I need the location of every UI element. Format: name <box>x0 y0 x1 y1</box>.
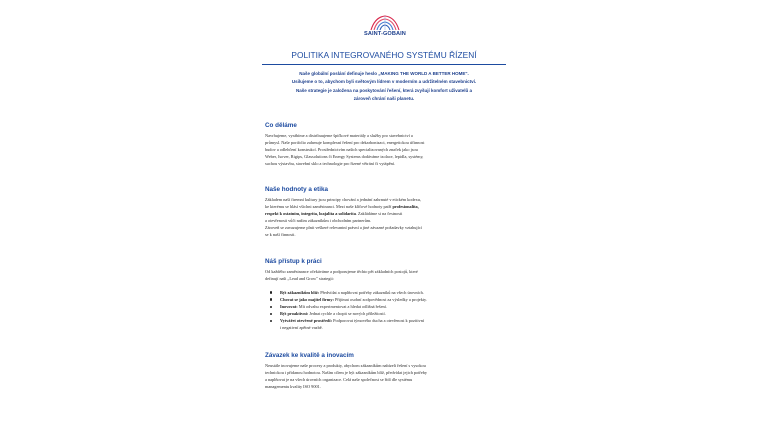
para-line: Základem naší firemní kultury jsou principy chování a jednání zahrnuté v etickém kodexu, <box>265 197 421 202</box>
list-item: Být proaktivní: Jednat rychle a chopit se nových příležitostí. <box>265 310 503 317</box>
company-logo <box>357 14 413 40</box>
list-item: Být zákazníkům blíž: Předvídat a naplňovat potřeby zákazníků na všech úrovních. <box>265 289 503 296</box>
para-line: Weber, Isover, Rigips, Glassolutions či Energy Systems dodáváme izolace, lepidla, systémy, <box>265 154 424 160</box>
section-heading-approach: Náš přístup k práci <box>265 258 322 265</box>
para-line: ke kterému se hlásí všichni zaměstnanci. Mezi naše klíčové hodnoty patří profesionalita, <box>265 204 419 210</box>
section-heading-values: Naše hodnoty a etika <box>265 186 328 193</box>
para-line: Navrhujeme, vyrábíme a distribuujeme špičkové materiály a služby pro stavebnictví a <box>265 133 413 138</box>
section-body-what <box>265 132 503 167</box>
bullet-icon <box>270 313 272 315</box>
section-intro-approach <box>265 268 503 282</box>
section-body-quality <box>265 362 503 390</box>
bullet-icon <box>270 320 272 322</box>
para-line: a otevřenosti vůči našim zákazníkům i obchodním partnerům. <box>265 218 372 224</box>
document-page <box>262 0 506 432</box>
section-body-values <box>265 196 503 239</box>
para-line: managementu kvality ISO 9001. <box>265 384 321 390</box>
logo-text: SAINT-GOBAIN <box>364 31 406 37</box>
para-line: definují naši „Lead and Grow" strategii: <box>265 276 334 282</box>
para-line: průmysl. Naše portfolio zahrnuje komplexní řešení pro dekarbonizaci, energetickou účinnost <box>265 140 425 146</box>
para-line: technickou i přidanou hodnotou. Naším cílem je být zákazníkům blíž, předvídat jejich potřeby <box>265 370 428 376</box>
intro-line: Naše globální poslání definuje heslo „MAKING THE WORLD A BETTER HOME". <box>299 71 469 76</box>
list-item: Inovovat: Mít odvahu experimentovat a hledat odlišná řešení. <box>265 303 503 310</box>
title-divider <box>262 64 506 65</box>
attitudes-list <box>265 289 503 332</box>
mission-statement <box>262 70 506 103</box>
bullet-icon <box>270 291 272 293</box>
saint-gobain-arch-icon <box>365 14 405 31</box>
para-line: Zároveň se zavazujeme plnit veškeré relevantní právní a jiné závazné požadavky vztahující <box>265 225 422 231</box>
para-line: budov a odlehčení konstrukcí. Prostřednictvím našich specializovaných značek jako jsou <box>265 147 418 153</box>
para-line: Neustále inovujeme naše procesy a produkty, abychom zákazníkům nabízeli řešení s vysokou <box>265 363 426 368</box>
list-item: Vytvářet otevřené prostředí: Podporovat týmového ducha a otevřenost k pozitivní i negativní zpětné vazbě. <box>265 317 503 331</box>
intro-line: Naše strategie je založena na poskytování řešení, která zvyšují komfort uživatelů a <box>295 87 473 93</box>
para-line: a naplňovat je na všech úrovních organizace. Celá naše společnost se řídí dle systému <box>265 377 413 383</box>
document-title: POLITIKA INTEGROVANÉHO SYSTÉMU ŘÍZENÍ <box>291 50 477 60</box>
section-heading-quality: Závazek ke kvalitě a inovacím <box>265 352 354 359</box>
intro-line: Usilujeme o to, abychom byli světovým lídrem v moderním a udržitelném stavebnictví. <box>291 79 477 85</box>
para-line: se k naší činnosti. <box>265 232 296 238</box>
intro-line: zároveň chrání naši planetu. <box>353 95 415 101</box>
para-line: suchou výstavbu, stavební sklo a technologie pro řízené větrání či vytápění. <box>265 161 396 167</box>
para-line: Od každého zaměstnance očekáváme a podporujeme těchto pět základních postojů, které <box>265 269 418 274</box>
bullet-icon <box>270 298 272 300</box>
list-item: Chovat se jako majitel firmy: Přijímat osobní zodpovědnost za výsledky a projekty. <box>265 296 503 303</box>
bullet-icon <box>270 306 272 308</box>
para-line: respekt k ostatním, integrita, loajalita a solidarita. Zakládáme si na čestnosti <box>265 211 403 217</box>
section-heading-what: Co děláme <box>265 122 297 129</box>
